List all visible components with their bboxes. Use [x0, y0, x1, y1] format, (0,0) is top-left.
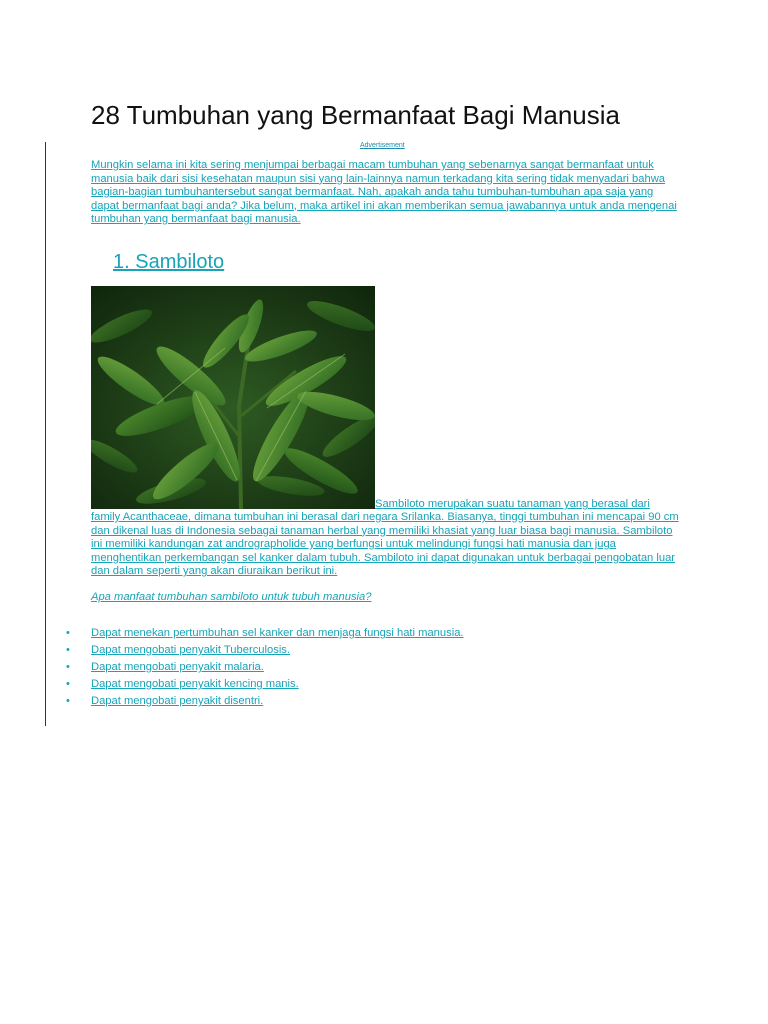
benefit-link[interactable]: Dapat mengobati penyakit Tuberculosis.: [91, 644, 291, 656]
list-item[interactable]: [66, 659, 464, 676]
bullet-icon: •: [66, 661, 70, 673]
section-heading-sambiloto[interactable]: 1. Sambiloto: [113, 251, 225, 273]
benefit-link[interactable]: Dapat mengobati penyakit disentri.: [91, 695, 264, 707]
sambiloto-description-first-line[interactable]: Sambiloto merupakan suatu tanaman yang berasal dari: [375, 498, 650, 510]
list-item[interactable]: [66, 676, 464, 693]
advertisement-link[interactable]: Advertisement: [360, 142, 405, 149]
page-title: 28 Tumbuhan yang Bermanfaat Bagi Manusia: [91, 100, 621, 130]
list-item[interactable]: [66, 642, 464, 659]
bullet-icon: •: [66, 627, 70, 639]
bullet-icon: •: [66, 695, 70, 707]
bullet-icon: •: [66, 678, 70, 690]
benefit-link[interactable]: Dapat mengobati penyakit malaria.: [91, 661, 264, 673]
benefit-link[interactable]: Dapat mengobati penyakit kencing manis.: [91, 678, 299, 690]
sambiloto-plant-photo: [91, 286, 375, 509]
benefit-link[interactable]: Dapat menekan pertumbuhan sel kanker dan menjaga fungsi hati manusia.: [91, 627, 464, 639]
bullet-icon: •: [66, 644, 70, 656]
benefits-list: [66, 625, 464, 710]
page-margin-line: [45, 142, 46, 726]
list-item[interactable]: [66, 625, 464, 642]
list-item[interactable]: [66, 693, 464, 710]
benefits-question[interactable]: Apa manfaat tumbuhan sambiloto untuk tubuh manusia?: [91, 591, 372, 603]
intro-paragraph-link[interactable]: Mungkin selama ini kita sering menjumpai berbagai macam tumbuhan yang sebenarnya sangat bermanfaat untuk manusia baik dari sisi kesehatan maupun sisi yang lain-lainnya namun terkadang kita sering tidak menyadari bahwa bagian-bagian tumbuhantersebut sangat bermanfaat. Nah, apakah anda tahu tumbuhan-tumbuhan apa saja yang dapat bermanfaat bagi anda? Jika belum, maka artikel ini akan memberikan semua jawabannya untuk anda mengenai tumbuhan yang bermanfaat bagi manusia.: [91, 159, 677, 225]
sambiloto-description-paragraph[interactable]: family Acanthaceae, dimana tumbuhan ini berasal dari negara Srilanka. Biasanya, tinggi tumbuhan ini mencapai 90 cm dan dikenal luas di Indonesia sebagai tanaman herbal yang memiliki khasiat yang luar biasa bagi manusia. Sambiloto ini memiliki kandungan zat andrographolide yang berfungsi untuk melindungi fungsi hati manusia dan juga menghentikan perkembangan sel kanker dalam tubuh. Sambiloto ini dapat digunakan untuk berbagai pengobatan luar dan dalam seperti yang akan diuraikan berikut ini.: [91, 511, 679, 577]
